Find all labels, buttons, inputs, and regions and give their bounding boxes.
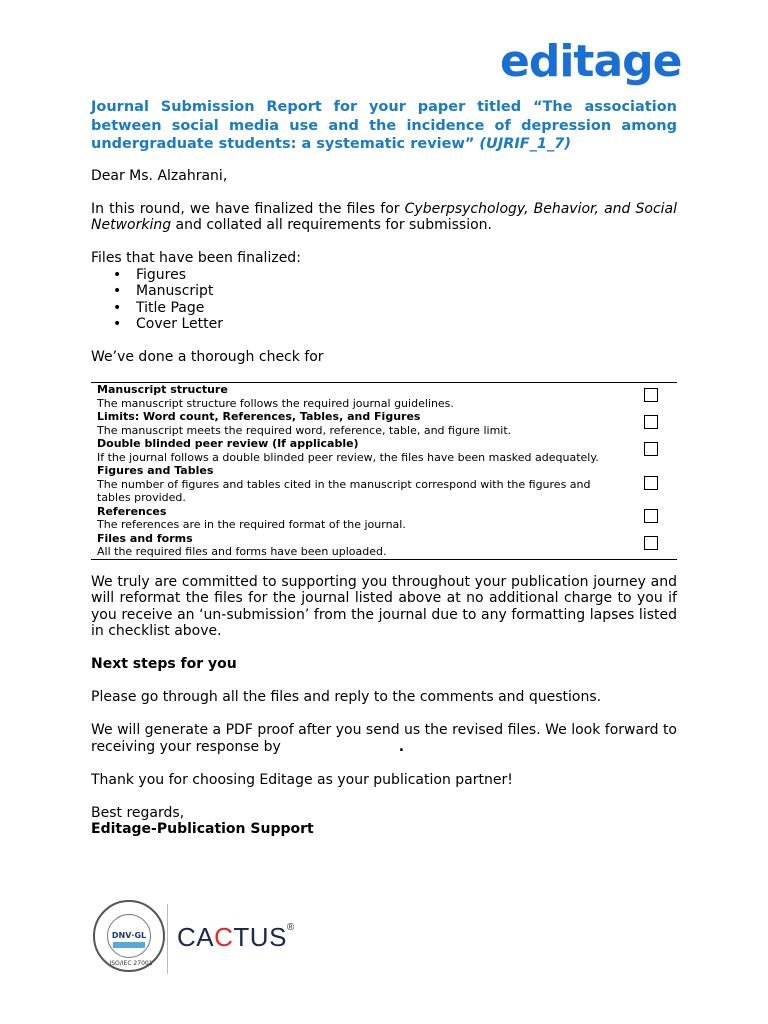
files-heading: Files that have been finalized:	[91, 250, 301, 266]
check-cell	[91, 383, 625, 411]
next-steps-heading: Next steps for you	[91, 656, 237, 672]
cactus-logo-accent: C	[214, 922, 234, 952]
checkbox[interactable]	[644, 536, 658, 550]
check-title: Double blinded peer review (If applicable)	[97, 437, 359, 450]
checkbox[interactable]	[644, 415, 658, 429]
check-desc: The manuscript meets the required word, reference, table, and figure limit.	[97, 423, 512, 437]
cactus-logo	[177, 922, 295, 953]
checkbox[interactable]	[644, 388, 658, 402]
next-steps-2-end: .	[398, 738, 405, 755]
check-desc: If the journal follows a double blinded peer review, the files have been masked adequately.	[97, 450, 599, 464]
list-item: • Title Page	[91, 300, 677, 317]
report-code: (UJRIF_1_7)	[479, 136, 571, 152]
files-list	[91, 267, 677, 333]
checkbox-cell	[625, 505, 677, 532]
table-row	[91, 410, 677, 437]
checklist-table	[91, 382, 677, 560]
seal-iso-text: ISO/IEC 27001	[109, 960, 153, 967]
report-title-text: Journal Submission Report for your paper titled “The association between social media use and the incidence of depression among undergraduate students: a systematic review”	[91, 99, 677, 152]
intro-text-a: In this round, we have finalized the files for	[91, 200, 405, 217]
intro-text-b: and collated all requirements for submission.	[171, 217, 492, 233]
commitment-paragraph: We truly are committed to supporting you throughout your publication journey and will reformat the files for the journal listed above at no additional charge to you if you receive an ‘un-submission’ from the journal due to any formatting lapses listed in checklist above.	[91, 573, 677, 639]
check-cell	[91, 410, 625, 437]
check-cell	[91, 532, 625, 560]
registered-mark: ®	[286, 922, 295, 933]
check-desc: The references are in the required format of the journal.	[97, 518, 406, 531]
check-title: Limits: Word count, References, Tables, and Figures	[97, 410, 421, 423]
cactus-logo-part: TUS	[233, 922, 287, 952]
check-desc: The manuscript structure follows the required journal guidelines.	[97, 396, 454, 410]
list-item: • Figures	[91, 267, 677, 284]
dnv-gl-certification-seal	[93, 900, 165, 972]
table-row	[91, 532, 677, 560]
list-item: • Manuscript	[91, 283, 677, 300]
greeting: Dear Ms. Alzahrani,	[91, 167, 228, 184]
checkbox-cell	[625, 464, 677, 505]
checkbox[interactable]	[644, 509, 658, 523]
check-cell	[91, 505, 625, 532]
letter-body	[91, 98, 677, 838]
table-row	[91, 464, 677, 505]
check-desc: The number of figures and tables cited in the manuscript correspond with the figures and tables provided.	[97, 477, 591, 504]
table-row	[91, 383, 677, 411]
check-intro: We’ve done a thorough check for	[91, 349, 324, 365]
check-cell	[91, 464, 625, 505]
checkbox-cell	[625, 532, 677, 560]
checkbox[interactable]	[644, 476, 658, 490]
checkbox-cell	[625, 410, 677, 437]
next-steps-2-text: We will generate a PDF proof after you send us the revised files. We look forward to receiving your response by	[91, 722, 677, 755]
list-item: • Cover Letter	[91, 316, 677, 333]
checkbox-cell	[625, 437, 677, 464]
intro-paragraph	[91, 201, 677, 234]
seal-label: DNV·GL	[111, 931, 147, 940]
check-title: Figures and Tables	[97, 464, 214, 477]
cactus-logo-part: CA	[177, 922, 215, 952]
journal-name: Cyberpsychology, Behavior, and Social Networking	[91, 200, 678, 233]
report-title	[91, 98, 677, 154]
check-desc: All the required files and forms have been uploaded.	[97, 545, 387, 558]
check-cell	[91, 437, 625, 464]
next-steps-1: Please go through all the files and reply to the comments and questions.	[91, 689, 602, 705]
editage-logo: editage	[500, 36, 682, 87]
footer-divider	[167, 904, 168, 974]
check-title: References	[97, 504, 167, 518]
thanks-line: Thank you for choosing Editage as your publication partner!	[91, 771, 513, 788]
table-row	[91, 505, 677, 532]
check-title: Files and forms	[97, 531, 193, 545]
table-row	[91, 437, 677, 464]
seal-band	[113, 942, 145, 948]
checkbox[interactable]	[644, 442, 658, 456]
signature: Editage-Publication Support	[91, 821, 314, 837]
signoff: Best regards,	[91, 804, 185, 821]
checkbox-cell	[625, 383, 677, 411]
next-steps-2	[91, 722, 677, 755]
check-title: Manuscript structure	[97, 383, 228, 396]
